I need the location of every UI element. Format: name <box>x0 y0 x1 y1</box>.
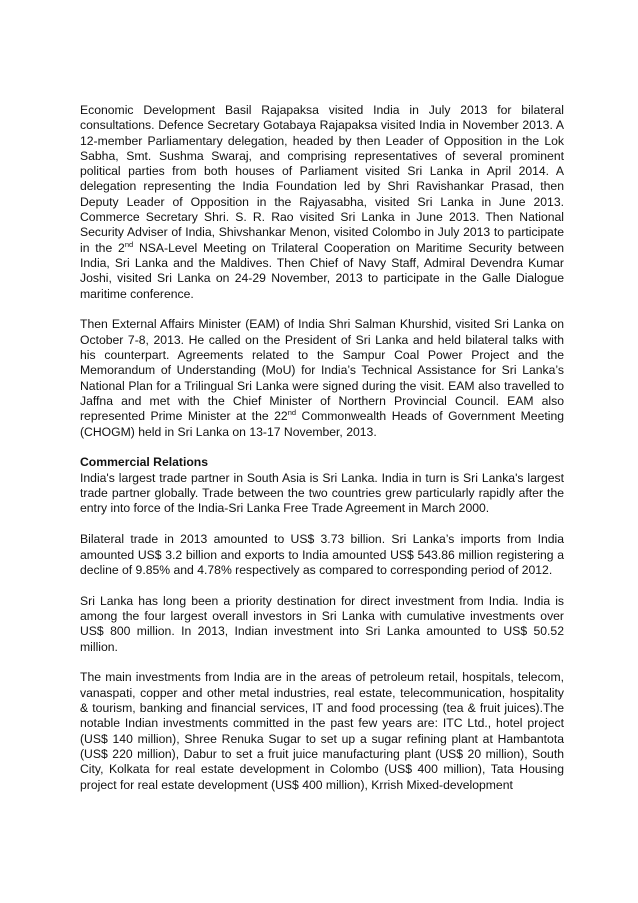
paragraph-visits-text-b: NSA-Level Meeting on Trilateral Cooperation on Maritime Security between India, Sri Lanka and the Maldives. Then Chief of Navy Staff, Admiral Devendra Kumar Joshi, visited Sri Lanka on 24-29 November, 2013 to participate in the Galle Dialogue maritime conference. <box>80 240 565 301</box>
paragraph-visits-text-a: Economic Development Basil Rajapaksa visited India in July 2013 for bilateral consultations. Defence Secretary Gotabaya Rajapaksa visited India in November 2013. A 12-member Parliamentary delegation, headed by then Leader of Opposition in the Lok Sabha, Smt. Sushma Swaraj, and comprising representatives of several prominent political parties from both houses of Parliament visited Sri Lanka in April 2014. A delegation representing the India Foundation led by Shri Ravishankar Prasad, then Deputy Leader of Opposition in the Rajyasabha, visited Sri Lanka in June 2013. Commerce Secretary Shri. S. R. Rao visited Sri Lanka in June 2013. Then National Security Adviser of India, Shivshankar Menon, visited Colombo in July 2013 to participate in the 2 <box>80 103 564 255</box>
document-page <box>80 103 564 793</box>
paragraph-eam-visit <box>80 317 564 439</box>
paragraph-eam-text-a: Then External Affairs Minister (EAM) of India Shri Salman Khurshid, visited Sri Lanka on October 7-8, 2013. He called on the President of Sri Lanka and held bilateral talks with his counterpart. Agreements related to the Sampur Coal Power Project and the Memorandum of Understanding (MoU) for India’s Technical Assistance for Sri Lanka’s National Plan for a Trilingual Sri Lanka were signed during the visit. EAM also travelled to Jaffna and met with the Chief Minister of Northern Provincial Council. EAM also represented Prime Minister at the 22 <box>80 317 564 424</box>
ordinal-superscript: nd <box>287 408 297 418</box>
paragraph-eam-text-b: Commonwealth Heads of Government Meeting (CHOGM) held in Sri Lanka on 13-17 November, 2013. <box>80 409 564 439</box>
paragraph-bilateral-trade: Bilateral trade in 2013 amounted to US$ 3.73 billion. Sri Lanka’s imports from India amounted US$ 3.2 billion and exports to India amounted US$ 543.86 million registering a decline of 9.85% and 4.78% respectively as compared to corresponding period of 2012. <box>80 532 564 577</box>
paragraph-investment: Sri Lanka has long been a priority destination for direct investment from India. India is among the four largest overall investors in Sri Lanka with cumulative investments over US$ 800 million. In 2013, Indian investment into Sri Lanka amounted to US$ 50.52 million. <box>80 593 564 654</box>
ordinal-superscript: nd <box>124 239 134 249</box>
paragraph-trade-partner: India's largest trade partner in South Asia is Sri Lanka. India in turn is Sri Lanka's largest trade partner globally. Trade between the two countries grew particularly rapidly after the entry into force of the India-Sri Lanka Free Trade Agreement in March 2000. <box>80 470 564 516</box>
paragraph-visits <box>80 103 564 302</box>
paragraph-main-investments: The main investments from India are in the areas of petroleum retail, hospitals, telecom, vanaspati, copper and other metal industries, real estate, telecommunication, hospitality & tourism, banking and financial services, IT and food processing (tea & fruit juices).The notable Indian investments committed in the past few years are: ITC Ltd., hotel project (US$ 140 million), Shree Renuka Sugar to set up a sugar refining plant at Hambantota (US$ 220 million), Dabur to set a fruit juice manufacturing plant (US$ 20 million), South City, Kolkata for real estate development in Colombo (US$ 400 million), Tata Housing project for real estate development (US$ 400 million), Krrish Mixed-development <box>80 670 564 792</box>
section-heading-commercial-relations: Commercial Relations <box>80 455 209 470</box>
